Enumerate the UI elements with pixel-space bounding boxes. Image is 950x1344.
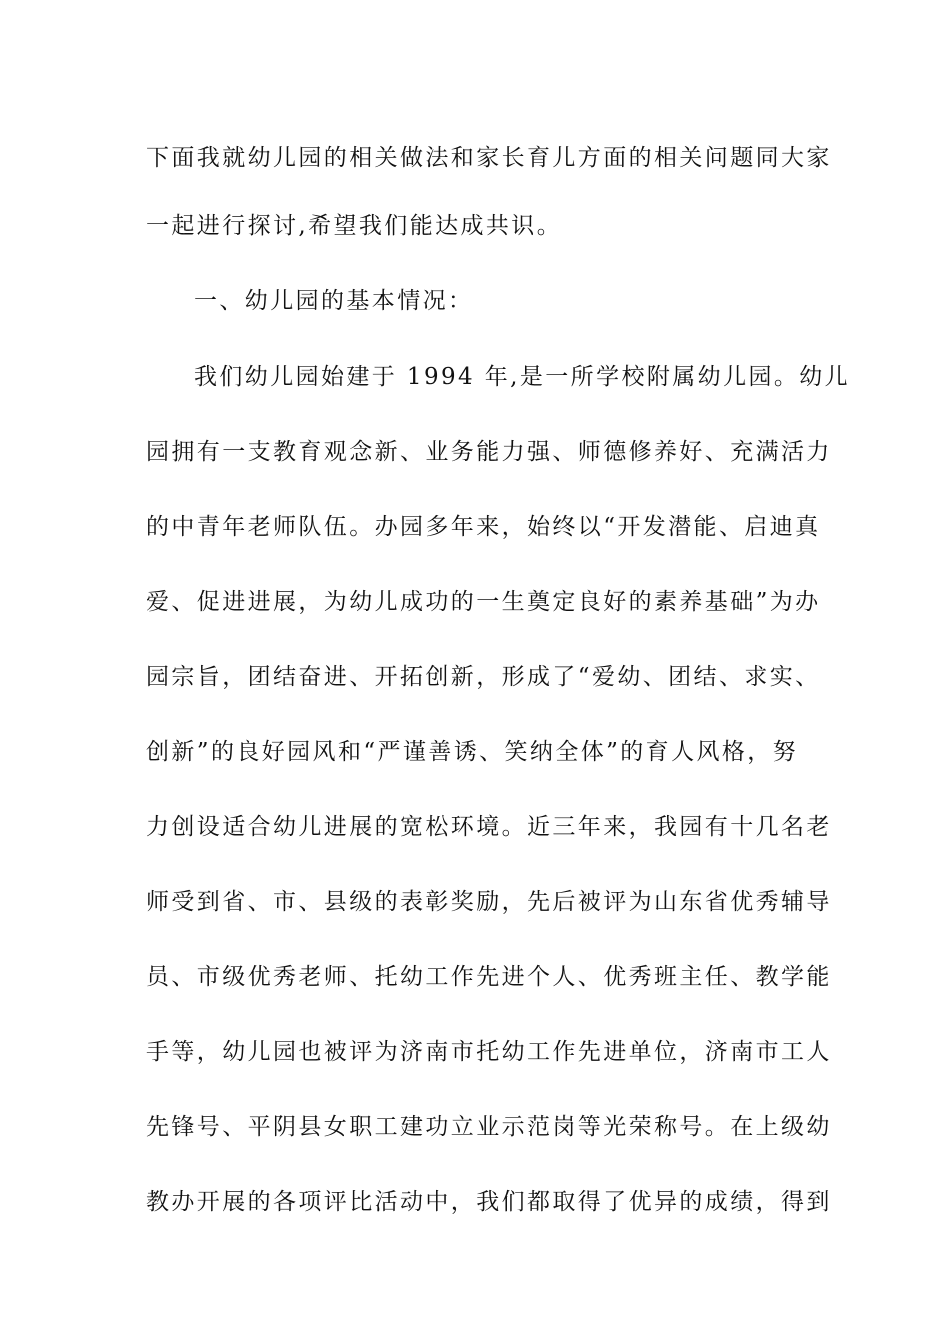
paragraph-line: 园宗旨，团结奋进、开拓创新，形成了“爱幼、团结、求实、 [146, 664, 821, 690]
paragraph-line: 园拥有一支教育观念新、业务能力强、师德修养好、充满活力 [146, 439, 832, 465]
paragraph-line: 我们幼儿园始建于 1994 年,是一所学校附属幼儿园。幼儿 [194, 364, 851, 390]
paragraph-line: 手等，幼儿园也被评为济南市托幼工作先进单位，济南市工人 [146, 1039, 832, 1065]
section-heading: 一、幼儿园的基本情况： [194, 288, 474, 314]
paragraph-line: 师受到省、市、县级的表彰奖励，先后被评为山东省优秀辅导 [146, 889, 832, 915]
paragraph-line: 一起进行探讨,希望我们能达成共识。 [146, 213, 563, 239]
paragraph-line: 爱、促进进展，为幼儿成功的一生奠定良好的素养基础”为办 [146, 589, 821, 615]
paragraph-line: 创新”的良好园风和“严谨善诱、笑纳全体”的育人风格，努 [146, 739, 799, 765]
paragraph-line: 下面我就幼儿园的相关做法和家长育儿方面的相关问题同大家 [146, 145, 832, 171]
paragraph-line: 教办开展的各项评比活动中，我们都取得了优异的成绩，得到 [146, 1189, 832, 1215]
paragraph-line: 员、市级优秀老师、托幼工作先进个人、优秀班主任、教学能 [146, 964, 832, 990]
paragraph-line: 的中青年老师队伍。办园多年来，始终以“开发潜能、启迪真 [146, 514, 821, 540]
paragraph-line: 先锋号、平阴县女职工建功立业示范岗等光荣称号。在上级幼 [146, 1114, 832, 1140]
paragraph-line: 力创设适合幼儿进展的宽松环境。近三年来，我园有十几名老 [146, 814, 832, 840]
